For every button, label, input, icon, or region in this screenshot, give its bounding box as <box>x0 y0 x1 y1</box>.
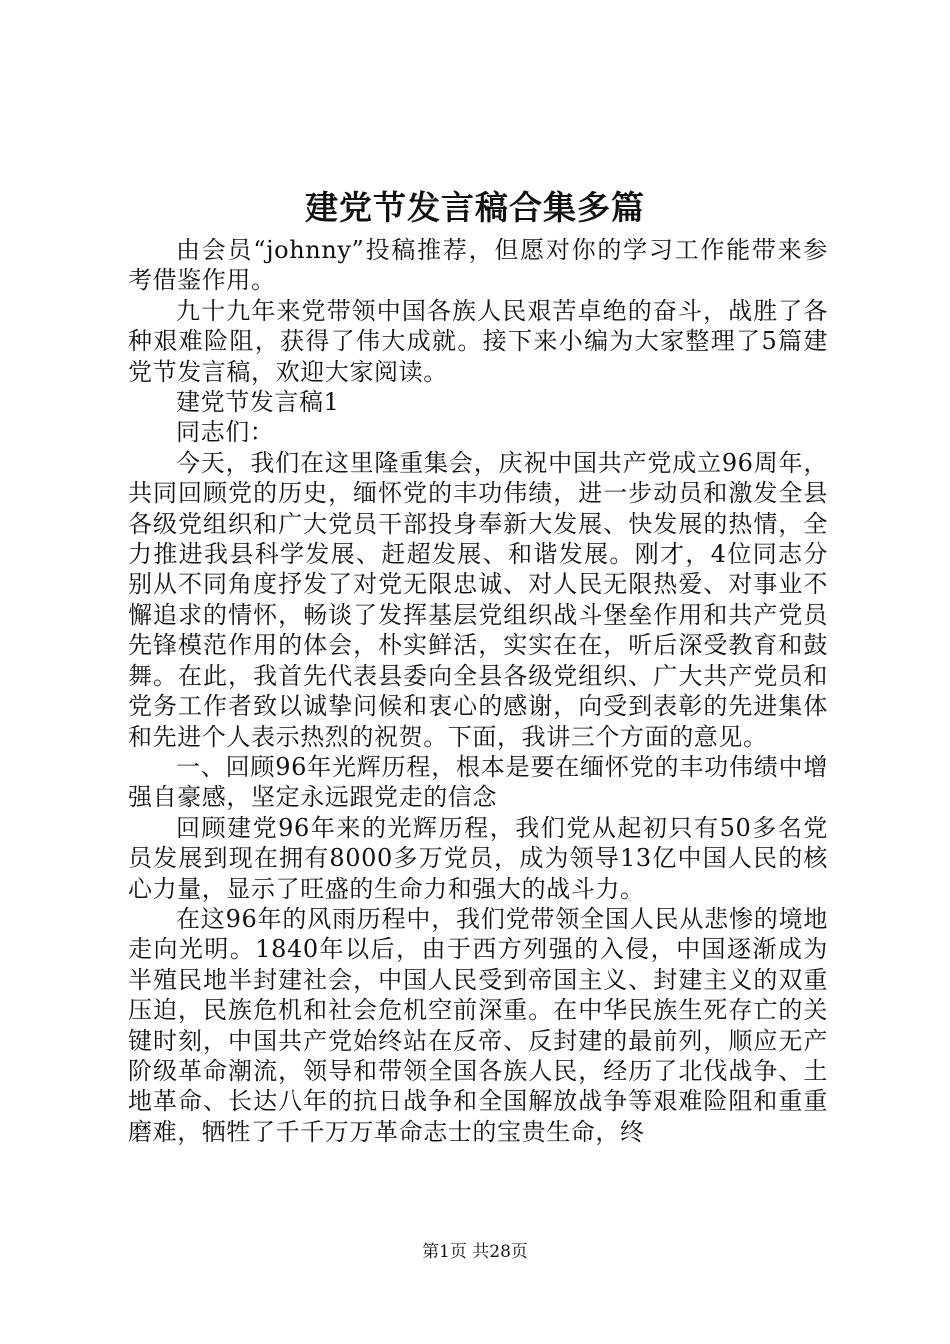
paragraph-salutation: 同志们： <box>176 418 275 447</box>
paragraph-source-note: 由会员“johnny”投稿推荐，但愿对你的学习工作能带来参考借鉴作用。 <box>128 236 828 295</box>
paragraph-point-one: 一、回顾96年光辉历程，根本是要在缅怀党的丰功伟绩中增强自豪感，坚定永远跟党走的信念 <box>128 752 828 812</box>
paragraph-intro: 九十九年来党带领中国各族人民艰苦卓绝的奋斗，战胜了各种艰难险阻，获得了伟大成就。接下来小编为大家整理了5篇建党节发言稿，欢迎大家阅读。 <box>128 296 828 386</box>
paragraph-history-detail: 在这96年的风雨历程中，我们党带领全国人民从悲惨的境地走向光明。1840年以后，由于西方列强的入侵，中国逐渐成为半殖民地半封建社会，中国人民受到帝国主义、封建主义的双重压迫，民族危机和社会危机空前深重。在中华民族生死存亡的关键时刻，中国共产党始终站在反帝、反封建的最前列，顺应无产阶级革命潮流，领导和带领全国各族人民，经历了北伐战争、土地革命、长达八年的抗日战争和全国解放战争等艰难险阻和重重磨难，牺牲了千千万万革命志士的宝贵生命，终 <box>128 904 828 1146</box>
document-title: 建党节发言稿合集多篇 <box>305 188 645 227</box>
paragraph-history: 回顾建党96年来的光辉历程，我们党从起初只有50多名党员发展到现在拥有8000多万党员，成为领导13亿中国人民的核心力量，显示了旺盛的生命力和强大的战斗力。 <box>128 813 828 903</box>
section-heading: 建党节发言稿1 <box>176 388 340 417</box>
page-number-footer: 第1页 共28页 <box>422 1242 528 1262</box>
document-body <box>128 235 828 1147</box>
paragraph-opening: 今天，我们在这里隆重集会，庆祝中国共产党成立96周年，共同回顾党的历史，缅怀党的丰功伟绩，进一步动员和激发全县各级党组织和广大党员干部投身奉新大发展、快发展的热情，全力推进我县科学发展、赶超发展、和谐发展。刚才，4位同志分别从不同角度抒发了对党无限忠诚、对人民无限热爱、对事业不懈追求的情怀，畅谈了发挥基层党组织战斗堡垒作用和共产党员先锋模范作用的体会，朴实鲜活，实实在在，听后深受教育和鼓舞。在此，我首先代表县委向全县各级党组织、广大共产党员和党务工作者致以诚挚问候和衷心的感谢，向受到表彰的先进集体和先进个人表示热烈的祝贺。下面，我讲三个方面的意见。 <box>128 448 828 751</box>
